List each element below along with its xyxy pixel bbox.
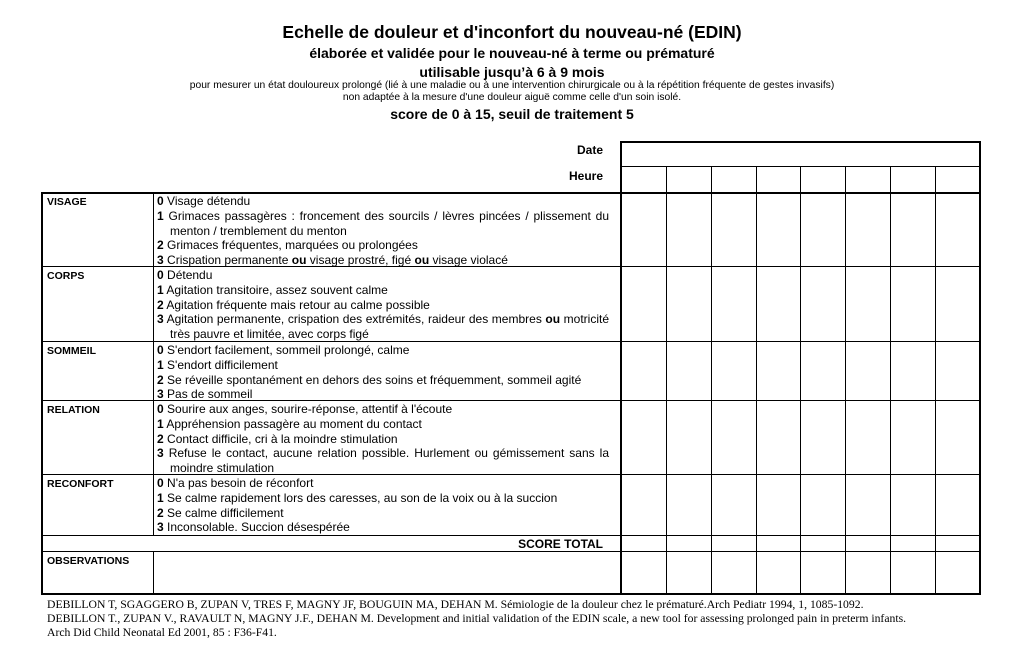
score-range: score de 0 à 15, seuil de traitement 5 — [390, 106, 634, 122]
list-item: 1 Se calme rapidement lors des caresses, au son de la voix ou à la succion — [157, 490, 558, 505]
list-item: 2 Grimaces fréquentes, marquées ou prolongées — [157, 238, 418, 253]
list-item: 0 N'a pas besoin de réconfort — [157, 476, 314, 490]
reference-3: Arch Did Child Neonatal Ed 2001, 85 : F36-F41. — [47, 626, 277, 639]
list-item: 1 Agitation transitoire, assez souvent calme — [157, 282, 388, 297]
score-column-divider — [890, 166, 891, 593]
scale-subtitle: élaborée et validée pour le nouveau-né à terme ou prématuré — [309, 45, 715, 61]
score-total-divider — [41, 551, 979, 552]
list-item: 3 Refuse le contact, aucune relation possible. Hurlement ou gémissement sans la moindre stimulation — [157, 446, 609, 476]
reference-1: DEBILLON T, SGAGGERO B, ZUPAN V, TRES F, MAGNY JF, BOUGUIN MA, DEHAN M. Sémiologie de la douleur chez le prématuré.Arch Pediatr 1994, 1, 1085-1092. — [47, 598, 864, 611]
category-corps: CORPS — [47, 270, 85, 282]
list-item: 1 Grimaces passagères : froncement des sourcils / lèvres pincées / plissement du menton / tremblement du menton — [157, 208, 609, 238]
date-box-top-border — [620, 141, 980, 143]
visage-items — [157, 194, 609, 268]
score-column-divider — [800, 166, 801, 593]
list-item: 2 Contact difficile, cri à la moindre stimulation — [157, 431, 398, 446]
category-reconfort: RECONFORT — [47, 478, 114, 490]
category-relation: RELATION — [47, 404, 100, 416]
score-column-divider — [711, 166, 712, 593]
limitation-note: non adaptée à la mesure d'une douleur aiguë comme celle d'un soin isolé. — [342, 92, 682, 103]
age-range: utilisable jusqu’à 6 à 9 mois — [419, 64, 605, 80]
list-item: 0 Visage détendu — [157, 194, 251, 208]
date-label: Date — [576, 143, 603, 157]
list-item: 2 Se réveille spontanément en dehors des soins et fréquemment, sommeil agité — [157, 372, 582, 387]
table-bottom-border — [41, 593, 980, 595]
list-item: 3 Agitation permanente, crispation des extrémités, raideur des membres ou motricité très pauvre et limitée, avec corps figé — [157, 312, 609, 342]
list-item: 0 Sourire aux anges, sourire-réponse, attentif à l'écoute — [157, 402, 453, 416]
list-item: 1 Appréhension passagère au moment du contact — [157, 416, 422, 431]
score-column-divider — [666, 166, 667, 593]
corps-items — [157, 268, 609, 342]
scale-title: Echelle de douleur et d'inconfort du nouveau-né (EDIN) — [282, 22, 742, 42]
list-item: 2 Se calme difficilement — [157, 505, 284, 520]
list-item: 1 S'endort difficilement — [157, 357, 278, 372]
score-total-label: SCORE TOTAL — [518, 537, 603, 551]
score-column-divider — [756, 166, 757, 593]
table-left-border — [41, 192, 43, 595]
list-item: 2 Agitation fréquente mais retour au calme possible — [157, 297, 430, 312]
table-right-border — [979, 141, 981, 595]
reconfort-items — [157, 476, 609, 535]
score-grid-left-border — [620, 141, 622, 595]
list-item: 3 Pas de sommeil — [157, 387, 253, 402]
list-item: 3 Inconsolable. Succion désespérée — [157, 520, 350, 535]
reference-2: DEBILLON T., ZUPAN V., RAVAULT N, MAGNY J.F., DEHAN M. Development and initial validation of the EDIN scale, a new tool for assessing prolonged pain in preterm infants. — [47, 612, 907, 625]
category-visage: VISAGE — [47, 196, 87, 208]
list-item: 0 Détendu — [157, 268, 213, 282]
observations-column-divider — [153, 551, 154, 593]
score-column-divider — [845, 166, 846, 593]
list-item: 0 S'endort facilement, sommeil prolongé, calme — [157, 343, 410, 357]
heure-label: Heure — [568, 169, 603, 183]
score-column-divider — [935, 166, 936, 593]
category-column-divider — [153, 192, 154, 535]
category-sommeil: SOMMEIL — [47, 345, 96, 357]
sommeil-items — [157, 343, 609, 402]
relation-items — [157, 402, 609, 476]
usage-note: pour mesurer un état douloureux prolongé (lié à une maladie ou à une intervention chirurgicale ou à la répétition fréquente de gestes invasifs) — [189, 80, 835, 91]
observations-label: OBSERVATIONS — [47, 555, 130, 567]
list-item: 3 Crispation permanente ou visage prostré, figé ou visage violacé — [157, 253, 508, 268]
